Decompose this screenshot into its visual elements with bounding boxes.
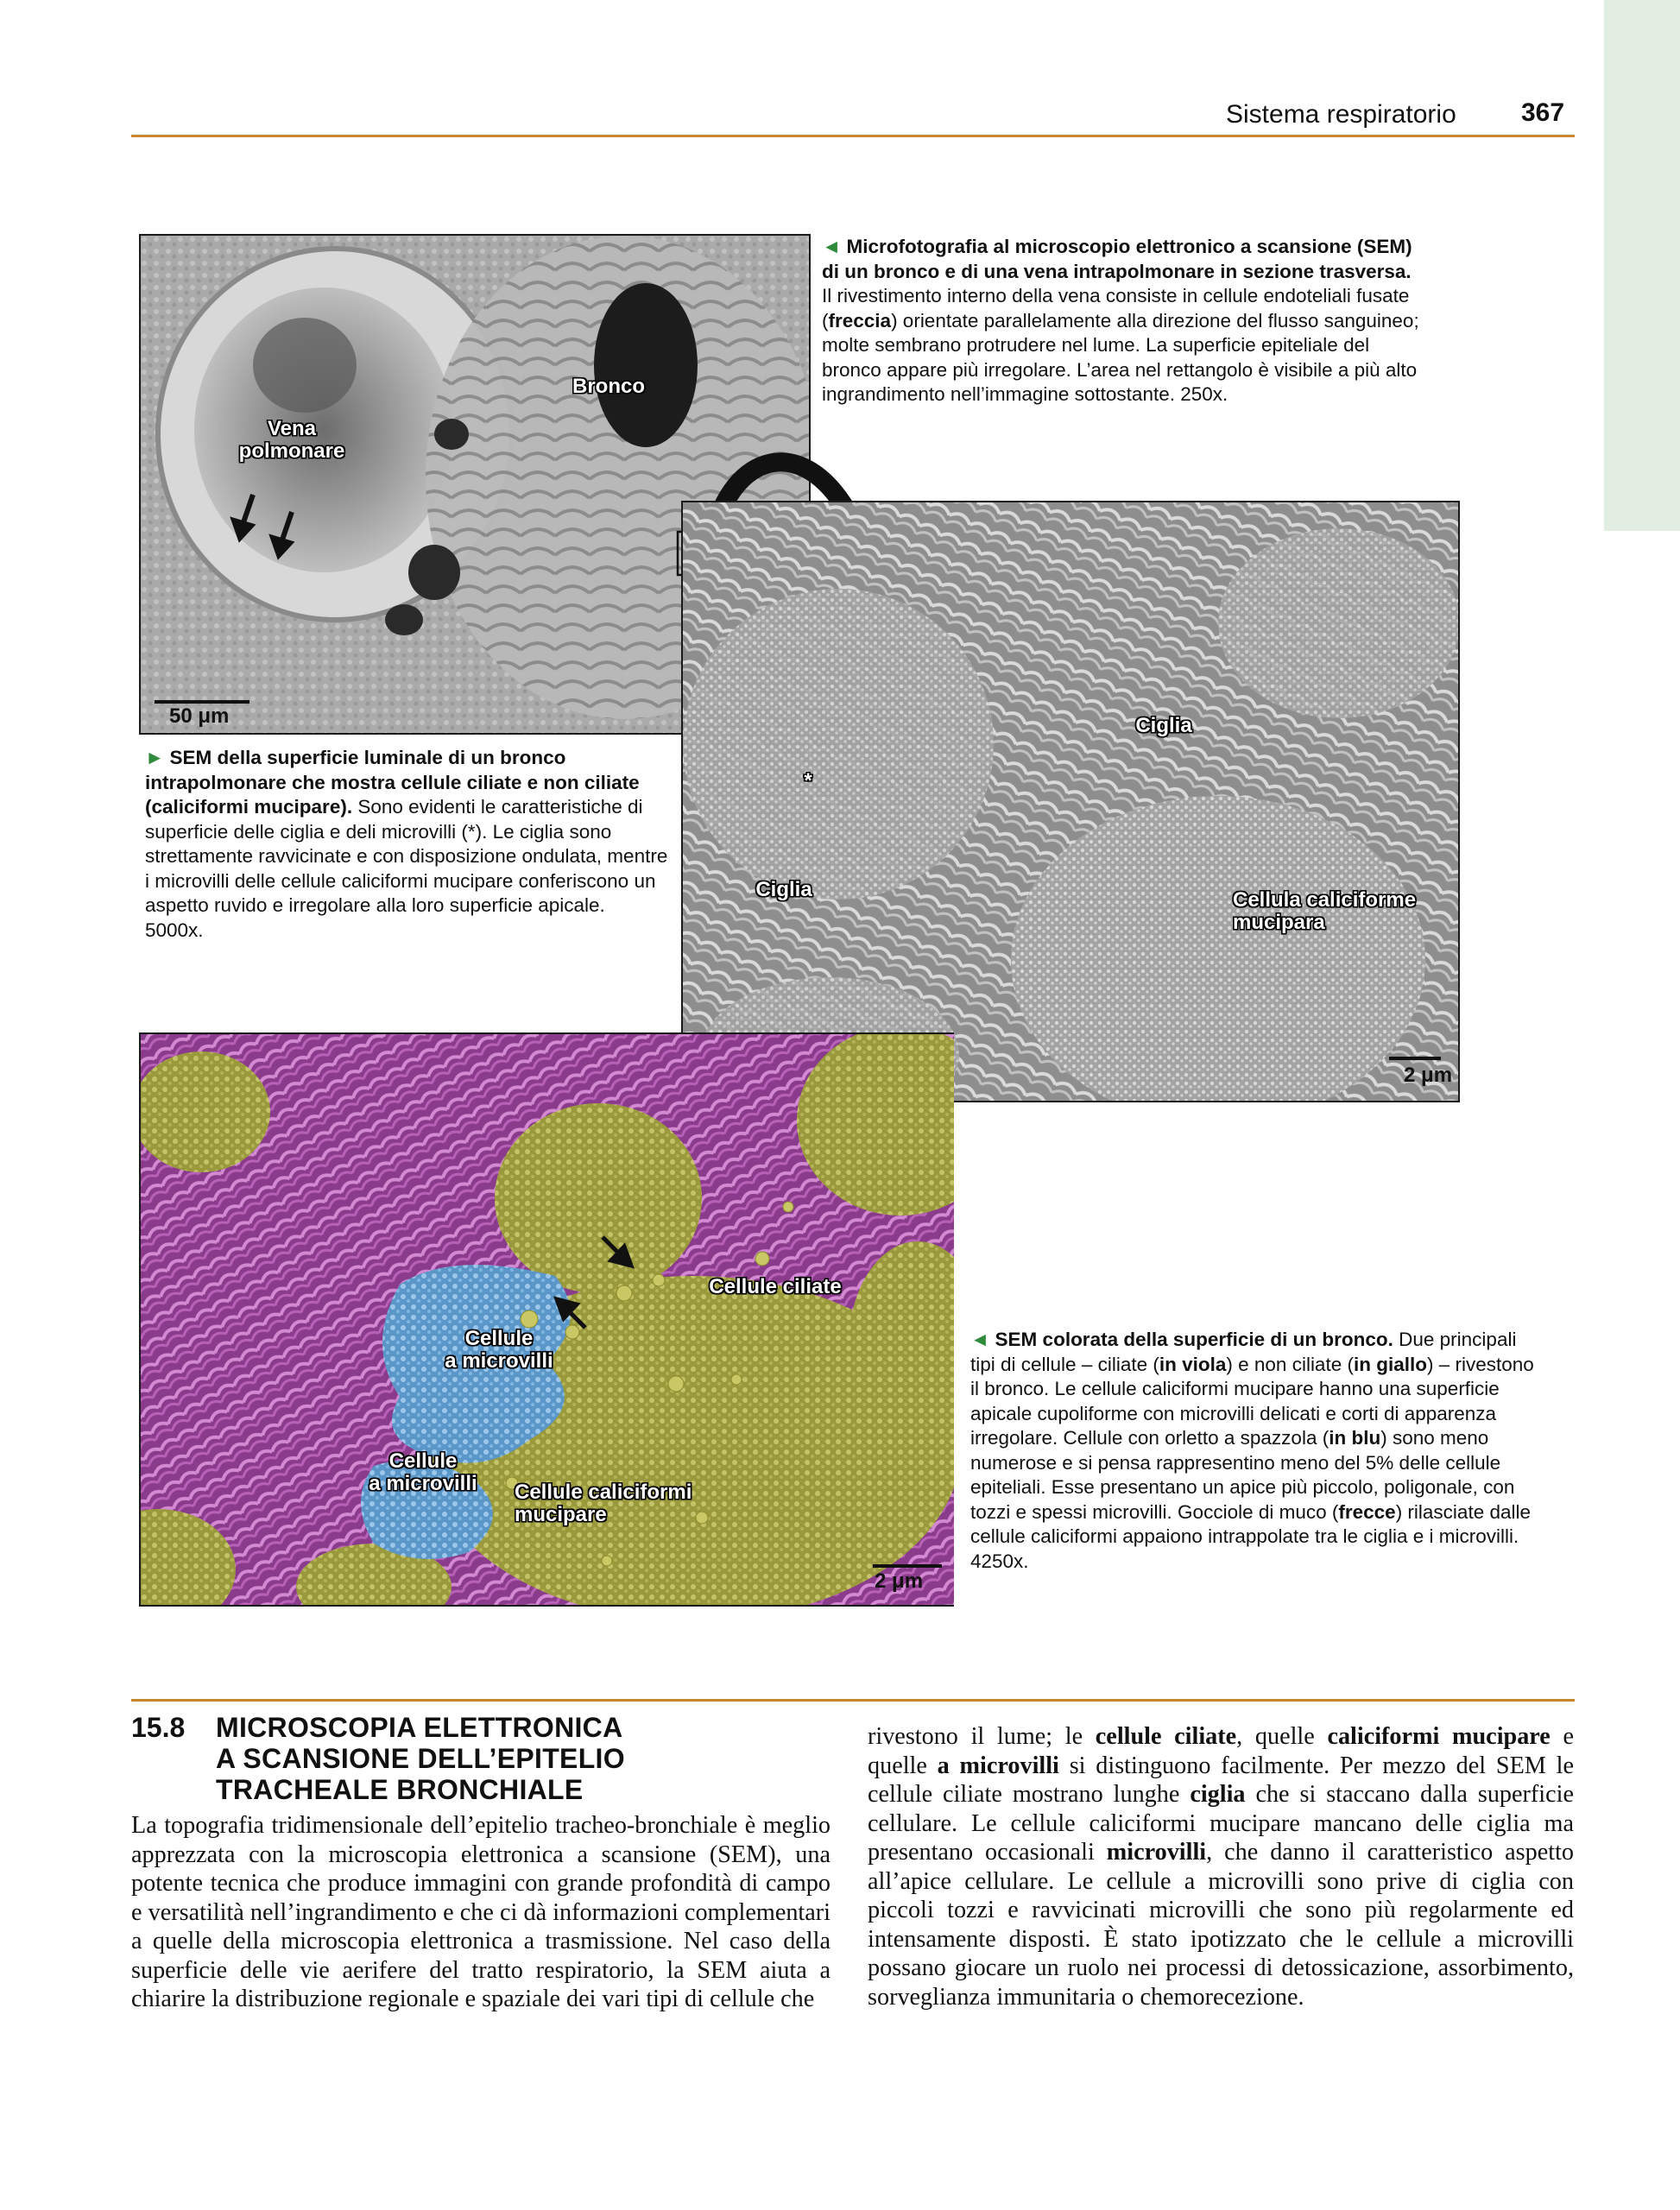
label-cellule-caliciformi: Cellule caliciformi mucipare <box>515 1481 692 1526</box>
sem-image-luminal-surface <box>681 501 1460 1102</box>
body-column-1: La topografia tridimensionale dell’epitelio tracheo-bronchiale è meglio apprezzata con la microscopia elettronica a scansione (SEM), una potente tecnica che produce immagini con grande profondità di campo e versatilità nell’ingrandimento e che ci dà informazioni complementari a quelle della microscopia elettronica a trasmissione. Nel caso della superficie delle vie aerifere del tratto respiratorio, la SEM aiuta a chiarire la distribuzione regionale e spaziale dei vari tipi di cellule che <box>131 1812 831 2012</box>
label-asterisk: * <box>804 769 812 792</box>
header-rule <box>131 135 1575 137</box>
label-cellula-caliciforme: Cellula caliciforme mucipara <box>1233 888 1417 934</box>
caption-mid: ► SEM della superficie luminale di un bronco intrapolmonare che mostra cellule ciliate e non ciliate (caliciformi mucipare). Sono evidenti le caratteristiche di superficie delle ciglia e deli microvilli (*). Le ciglia sono strettamente ravvicinate e con disposizione ondulata, mentre i microvilli delle cellule caliciformi mucipare conferiscono un aspetto ruvido e irregolare alla loro superficie apicale. 5000x. <box>145 747 668 941</box>
section-title: MICROSCOPIA ELETTRONICA A SCANSIONE DELL’EPITELIO TRACHEALE BRONCHIALE <box>216 1712 625 1805</box>
caption-bottom: ◄ SEM colorata della superficie di un bronco. Due principali tipi di cellule – ciliate (in viola) e non ciliate (in giallo) – rivestono il bronco. Le cellule caliciformi mucipare hanno una superficie apicale cupoliforme con microvilli delicati e corti di apparenza irregolare. Cellule con orletto a spazzola (in blu) sono meno numerose e si pensa rappresentino meno del 5% delle cellule epiteliali. Esse presentano un apice più piccolo, poligonale, con tozzi e spessi microvilli. Gocciole di muco (frecce) rilasciate dalle cellule caliciformi appaiono intrappolate tra le ciglia e i microvilli. 4250x. <box>970 1329 1534 1572</box>
label-cellule-ciliate: Cellule ciliate <box>709 1275 842 1298</box>
label-bronco: Bronco <box>572 375 645 398</box>
label-vena-polmonare: Vena polmonare <box>238 417 345 463</box>
caption-top: ◄ Microfotografia al microscopio elettronico a scansione (SEM) di un bronco e di una vena intrapolmonare in sezione trasversa. Il rivestimento interno della vena consiste in cellule endoteliali fusate (freccia) orientate parallelamente alla direzione del flusso sanguineo; molte sembrano protrudere nel lume. La superficie epiteliale del bronco appare più irregolare. L’area nel rettangolo è visibile a più alto ingrandimento nell’immagine sottostante. 250x. <box>822 236 1419 405</box>
scale-label-bottom: 2 μm <box>875 1569 924 1593</box>
body-column-2: rivestono il lume; le cellule ciliate, quelle caliciformi mucipare e quelle a microvilli si distinguono facilmente. Per mezzo del SEM le cellule ciliate mostrano lunghe ciglia che si staccano dalla superficie cellulare. Le cellule caliciformi mucipare mancano delle ciglia ma presentano occasionali microvilli, che danno il caratteristico aspetto all’apice cellulare. Le cellule a microvilli sono prive di ciglia con piccoli tozzi e ravvicinati microvilli che sono più regolarmente ed intensamente disposti. È stato ipotizzato che le cellule a microvilli possano giocare un ruolo nei processi di detossicazione, assorbimento, sorveglianza immunitaria o chemorecezione. <box>868 1723 1575 2011</box>
scale-label-mid: 2 μm <box>1404 1064 1453 1087</box>
chapter-tab <box>1604 0 1680 531</box>
running-header-title: Sistema respiratorio <box>1226 100 1456 129</box>
label-ciglia-top: Ciglia <box>1135 714 1192 737</box>
scale-label-top: 50 μm <box>169 704 230 728</box>
section-rule <box>131 1699 1575 1702</box>
label-cellule-microvilli-2: Cellule a microvilli <box>369 1449 477 1495</box>
page-number: 367 <box>1521 98 1565 127</box>
label-cellule-microvilli-1: Cellule a microvilli <box>445 1327 553 1373</box>
label-ciglia-left: Ciglia <box>755 878 812 901</box>
section-number: 15.8 <box>131 1712 186 1743</box>
